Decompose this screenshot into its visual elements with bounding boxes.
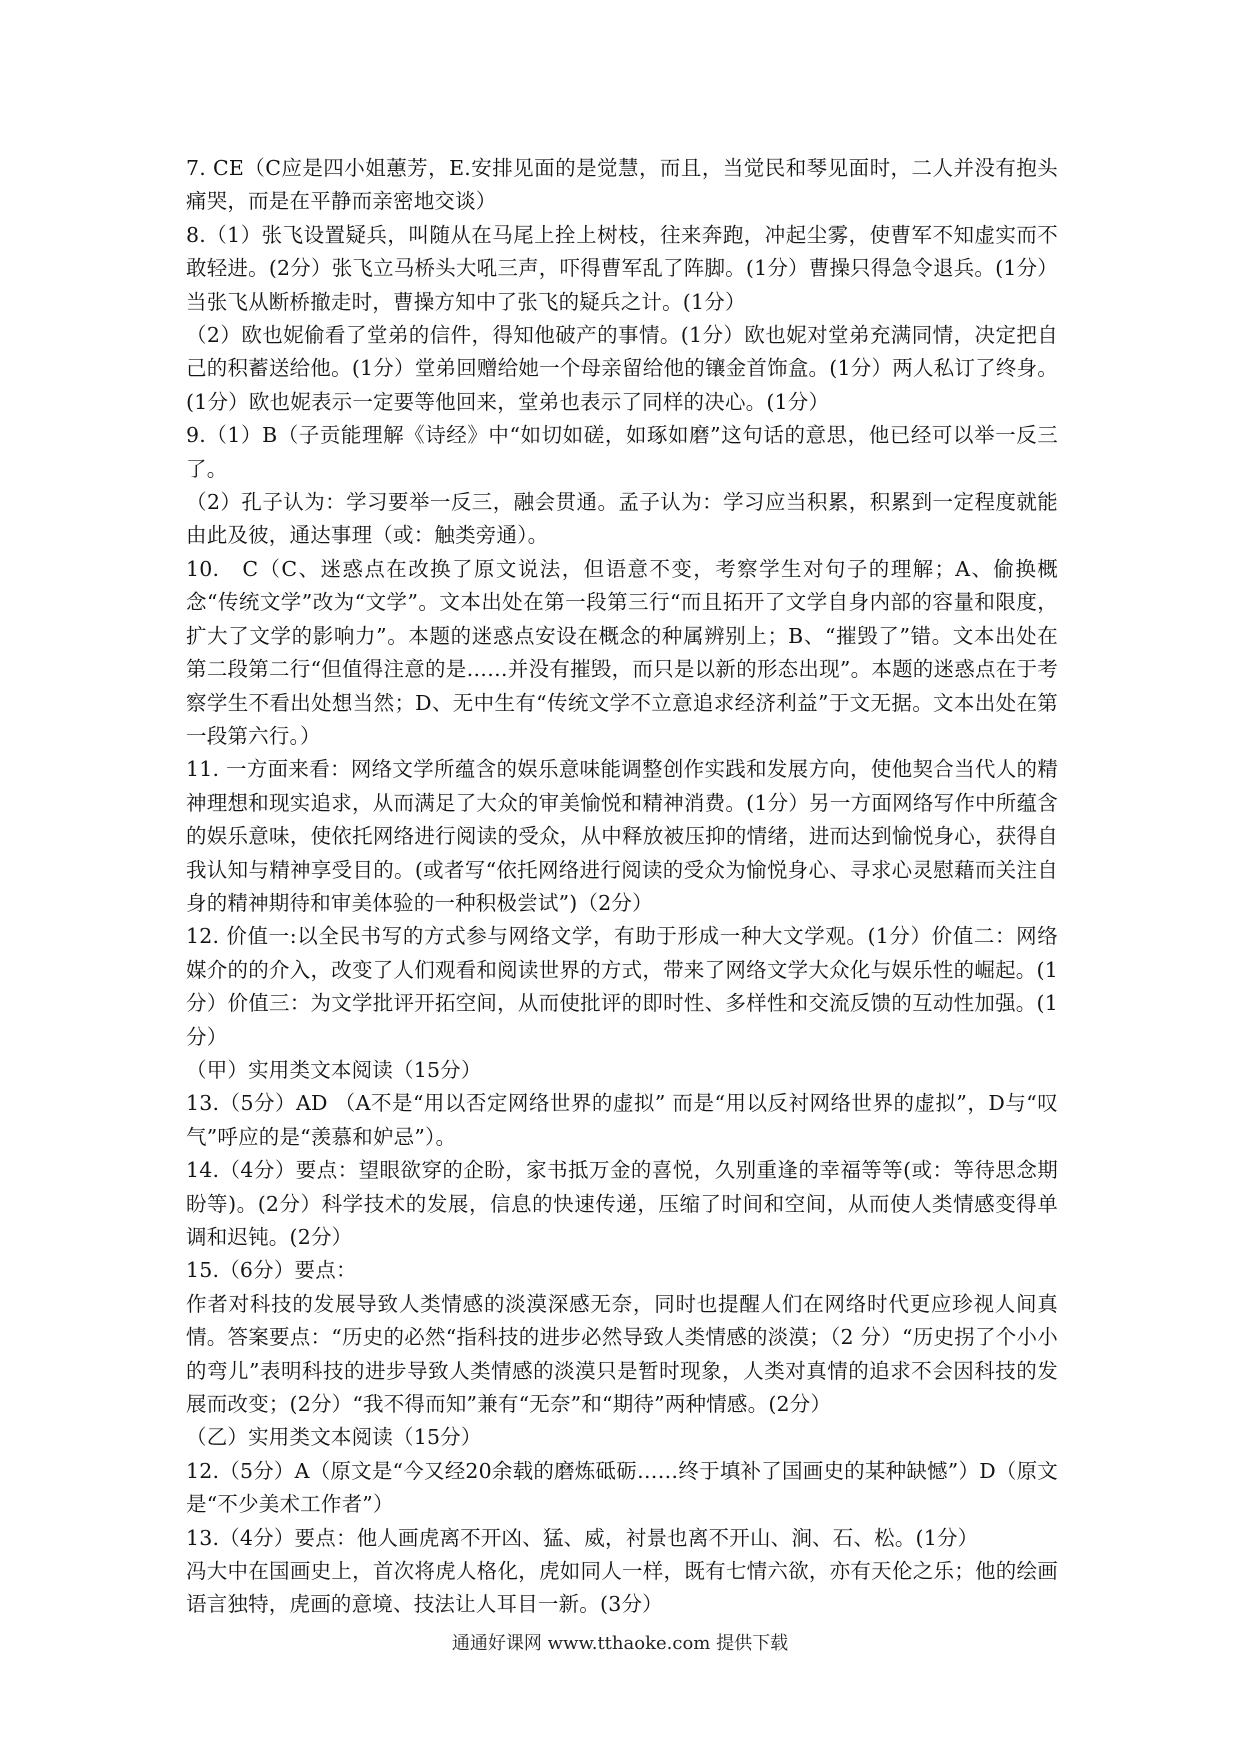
answer-12-yi: 12.（5分）A（原文是“今又经20余载的磨炼砥砺……终于填补了国画史的某种缺憾”）D（原文是“不少美术工作者”） — [186, 1458, 1058, 1517]
answer-11: 11. 一方面来看：网络文学所蕴含的娱乐意味能调整创作实践和发展方向，使他契合当代人的精神理想和现实追求，从而满足了大众的审美愉悦和精神消费。(1分）另一方面网络写作中所蕴含的娱乐意味，使依托网络进行阅读的受众，从中释放被压抑的情绪，进而达到愉悦身心，获得自我认知与精神享受目的。(或者写“依托网络进行阅读的受众为愉悦身心、寻求心灵慰藉而关注自身的精神期待和审美体验的一种积极尝试”)（2分） — [186, 757, 1058, 915]
answer-9-part-2: （2）孔子认为：学习要举一反三，融会贯通。孟子认为：学习应当积累，积累到一定程度就能由此及彼，通达事理（或：触类旁通）。 — [186, 490, 1058, 548]
answer-8-part-2: （2）欧也妮偷看了堂弟的信件，得知他破产的事情。(1分）欧也妮对堂弟充满同情，决定把自己的积蓄送给他。(1分）堂弟回赠给她一个母亲留给他的镶金首饰盒。(1分）两人私订了终身。(1分）欧也妮表示一定要等他回来，堂弟也表示了同样的决心。(1分） — [186, 323, 1058, 414]
answer-12: 12. 价值一:以全民书写的方式参与网络文学，有助于形成一种大文学观。(1分）价值二：网络媒介的的介入，改变了人们观看和阅读世界的方式，带来了网络文学大众化与娱乐性的崛起。(1 分）价值三：为文学批评开拓空间，从而使批评的即时性、多样性和交流反馈的互动性加强。(1分） — [186, 924, 1058, 1049]
section-heading-jia: （甲）实用类文本阅读（15分） — [186, 1057, 482, 1082]
answer-13-yi-part-2: 冯大中在国画史上，首次将虎人格化，虎如同人一样，既有七情六欲，亦有天伦之乐；他的绘画语言独特，虎画的意境、技法让人耳目一新。(3分） — [186, 1559, 1058, 1617]
answer-13-yi-part-1: 13.（4分）要点：他人画虎离不开凶、猛、威，衬景也离不开山、涧、石、松。(1分） — [186, 1525, 979, 1550]
answer-9-part-1: 9.（1）B（子贡能理解《诗经》中“如切如磋，如琢如磨”这句话的意思，他已经可以举一反三了。 — [186, 423, 1058, 481]
answer-13-jia: 13.（5分）AD （A不是“用以否定网络世界的虚拟” 而是“用以反衬网络世界的虚拟”，D与“叹气”呼应的是“羡慕和妒忌”）。 — [186, 1091, 1058, 1149]
answer-7: 7. CE（C应是四小姐蕙芳，E.安排见面的是觉慧，而且，当觉民和琴见面时，二人并没有抱头痛哭，而是在平静而亲密地交谈） — [186, 156, 1058, 214]
section-heading-yi: （乙）实用类文本阅读（15分） — [186, 1425, 482, 1450]
answer-10: 10. C（C、迷惑点在改换了原文说法，但语意不变，考察学生对句子的理解；A、偷换概念“传统文学”改为“文学”。文本出处在第一段第三行“而且拓开了文学自身内部的容量和限度，扩大了文学的影响力”。本题的迷惑点安设在概念的种属辨别上；B、“摧毁了”错。文本出处在第二段第二行“但值得注意的是……并没有摧毁，而只是以新的形态出现”。本题的迷惑点在于考察学生不看出处想当然；D、无中生有“传统文学不立意追求经济利益”于文无据。文本出处在第一段第六行。） — [186, 556, 1058, 748]
answer-key-content — [186, 152, 1058, 1622]
answer-8-part-1: 8.（1）张飞设置疑兵，叫随从在马尾上拴上树枝，往来奔跑，冲起尘雾，使曹军不知虚实而不敢轻进。(2分）张飞立马桥头大吼三声，吓得曹军乱了阵脚。(1分）曹操只得急令退兵。(1分）当张飞从断桥撤走时，曹操方知中了张飞的疑兵之计。(1分） — [186, 222, 1058, 314]
page-footer: 通通好课网 www.tthaoke.com 提供下载 — [451, 1633, 789, 1654]
answer-15-body: 作者对科技的发展导致人类情感的淡漠深感无奈，同时也提醒人们在网络时代更应珍视人间真情。答案要点：“历史的必然“指科技的进步必然导致人类情感的淡漠；（2 分）“历史拐了个小小的弯儿”表明科技的进步导致人类情感的淡漠只是暂时现象，人类对真情的追求不会因科技的发展而改变；(2分）“我不得而知”兼有“无奈”和“期待”两种情感。(2分） — [186, 1291, 1058, 1417]
answer-15-heading: 15.（6分）要点： — [186, 1258, 357, 1283]
answer-14-jia: 14.（4分）要点：望眼欲穿的企盼，家书抵万金的喜悦，久别重逢的幸福等等(或：等待思念期盼等)。(2分）科学技术的发展，信息的快速传递，压缩了时间和空间，从而使人类情感变得单调和迟钝。(2分） — [186, 1158, 1058, 1249]
